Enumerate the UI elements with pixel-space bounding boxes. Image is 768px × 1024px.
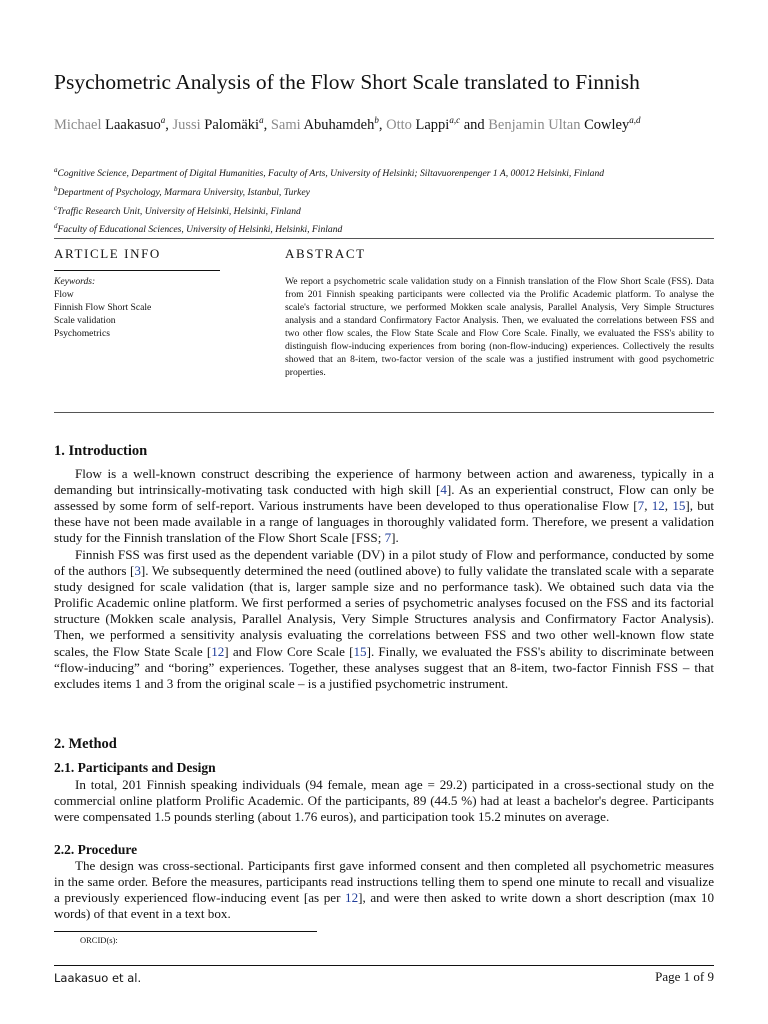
keyword: Flow [54, 289, 74, 300]
author-affiliation-mark: b [374, 115, 379, 125]
author-first-name: Sami [270, 116, 304, 133]
page-number: Page 1 of 9 [655, 969, 714, 984]
paragraph: In total, 201 Finnish speaking individuals (94 female, mean age = 29.2) participated in a cross-sectional study on the commercial online platform Prolific Academic. Of the participants, 89 (44.5 %) had at least a bachelor's degree. Participants were compensated 1.5 pounds sterling (about 1.76 euros), and participation took 15.2 minutes on average. [54, 777, 714, 825]
author-affiliation-mark: a,c [449, 115, 461, 125]
keywords-label: Keywords: [54, 276, 96, 287]
author-first-name: Benjamin Ultan [488, 116, 585, 133]
orcid-footnote: ORCID(s): [80, 935, 118, 945]
citation-link[interactable]: 7 [384, 530, 392, 546]
divider [54, 270, 220, 271]
citation-link[interactable]: 12 [211, 643, 225, 659]
citation-link[interactable]: 15 [353, 643, 367, 659]
citation-link[interactable]: 15 [672, 498, 686, 514]
author-first-name: Michael [54, 116, 106, 133]
author-last-name: Palomäki [204, 116, 260, 133]
citation-link[interactable]: 4 [440, 482, 447, 498]
author-first-name: Jussi [172, 116, 205, 133]
author-list: Michael Laakasuo$^a$, Jussi Palomäki$^a$, Sami Abuhamdeh$^b$, Otto Lappi$^{a,c}$ and Benjamin Ultan Cowley$^{a,d}$ [54, 115, 641, 133]
section-heading-introduction: 1. Introduction [54, 443, 148, 459]
citation-link[interactable]: 12 [345, 890, 359, 906]
citation-link[interactable]: 12 [651, 498, 665, 514]
affiliation: $^b$Department of Psychology, Marmara University, Istanbul, Turkey [54, 184, 310, 198]
author-affiliation-mark: a [160, 115, 166, 125]
section-heading-method: 2. Method [54, 736, 117, 752]
affiliation: $^a$Cognitive Science, Department of Digital Humanities, Faculty of Arts, University of Helsinki; Siltavuorenpenger 1 A, 00012 Helsinki, Finland [54, 166, 605, 180]
subsection-heading-participants: 2.1. Participants and Design [54, 760, 216, 775]
paragraph: Flow is a well-known construct describing the experience of harmony between action and awareness, typically in a demanding but intrinsically-motivating task conducted with high skill [4]. As an experiential construct, Flow can only be assessed by some form of self-report. Various instruments have been developed to thus operationalise Flow [7, 12, 15], but these have not been made available in a range of languages in thoroughly validated form. Therefore, we present a validation study for the Finnish translation of the Flow Short Scale [FSS; 7]. [54, 466, 715, 546]
abstract-heading: ABSTRACT [285, 246, 366, 261]
divider [54, 238, 714, 239]
affiliation: $^c$Traffic Research Unit, University of Helsinki, Helsinki, Finland [54, 203, 301, 217]
author-affiliation-mark: a,d [629, 115, 641, 125]
author-last-name: Lappi [415, 116, 450, 133]
author-last-name: Abuhamdeh [303, 116, 375, 133]
article-info-heading: ARTICLE INFO [54, 246, 161, 261]
keyword: Scale validation [54, 315, 116, 326]
author-last-name: Laakasuo [105, 116, 161, 133]
affiliation-list [54, 163, 714, 238]
author-last-name: Cowley [584, 116, 630, 133]
keywords-block [54, 275, 254, 340]
footnote-divider [54, 931, 317, 932]
citation-link[interactable]: 7 [637, 498, 645, 514]
paragraph: Finnish FSS was first used as the dependent variable (DV) in a pilot study of Flow and performance, conducted by some of the authors [3]. We subsequently determined the need (outlined above) to fully validate the translated scale with a separate study designed for scale validation (that is, larger sample size and no performance task). We obtained such data via the Prolific Academic online platform. We first performed a series of psychometric analyses focused on the FSS and its factorial structure (Mokken scale analysis, Parallel Analysis, Very Simple Structures analysis and Confirmatory Factor Analysis). Then, we performed a sensitivity analysis evaluating the correlations between FSS and two other well-known flow state scales, the Flow State Scale [12] and Flow Core Scale [15]. Finally, we evaluated the FSS's ability to discriminate between “flow-inducing” and “boring” experiences. Together, these analyses suggest that an 8-item, two-factor Finnish FSS – that excludes items 1 and 3 from the original scale – is a justified psychometric instrument. [54, 547, 714, 691]
divider [54, 412, 714, 413]
paper-title: Psychometric Analysis of the Flow Short Scale translated to Finnish [54, 70, 640, 94]
author-affiliation-mark: a [259, 115, 264, 125]
paper-page [54, 0, 714, 1024]
abstract-text: We report a psychometric scale validation study on a Finnish translation of the Flow Short Scale (FSS). Data from 201 Finnish speaking participants were collected via the Prolific Academic platform. To analyse the scale's factorial structure, we performed Mokken scale analysis, Parallel Analysis, Very Simple Structures analysis and a standard Confirmatory Factor Analysis. Then, we evaluated the correlations between FSS and two other flow scales, the Flow State Scale and Flow Core Scale. Finally, we evaluated the FSS's ability to distinguish flow-inducing experiences from boring (non-flow-inducing) experiences. Collectively the results showed that an 8-item, two-factor version of the scale was a justified instrument with good psychometric properties. [285, 276, 714, 378]
author-first-name: Otto [386, 116, 416, 133]
affiliation: $^d$Faculty of Educational Sciences, University of Helsinki, Helsinki, Finland [54, 222, 343, 236]
keyword: Finnish Flow Short Scale [54, 302, 152, 313]
keyword: Psychometrics [54, 328, 110, 339]
subsection-heading-procedure: 2.2. Procedure [54, 842, 138, 857]
paragraph: The design was cross-sectional. Participants first gave informed consent and then completed all psychometric measures in the same order. Before the measures, participants read instructions telling them to spend one minute to recall and visualize a previously experienced flow-inducing event [as per 12], and were then asked to write down a short description (max 10 words) of that event in a text box. [54, 858, 714, 922]
footer-authors: Laakasuo et al. [54, 971, 142, 985]
footer-divider [54, 965, 714, 966]
citation-link[interactable]: 3 [134, 563, 141, 579]
keyword-list [54, 288, 254, 340]
